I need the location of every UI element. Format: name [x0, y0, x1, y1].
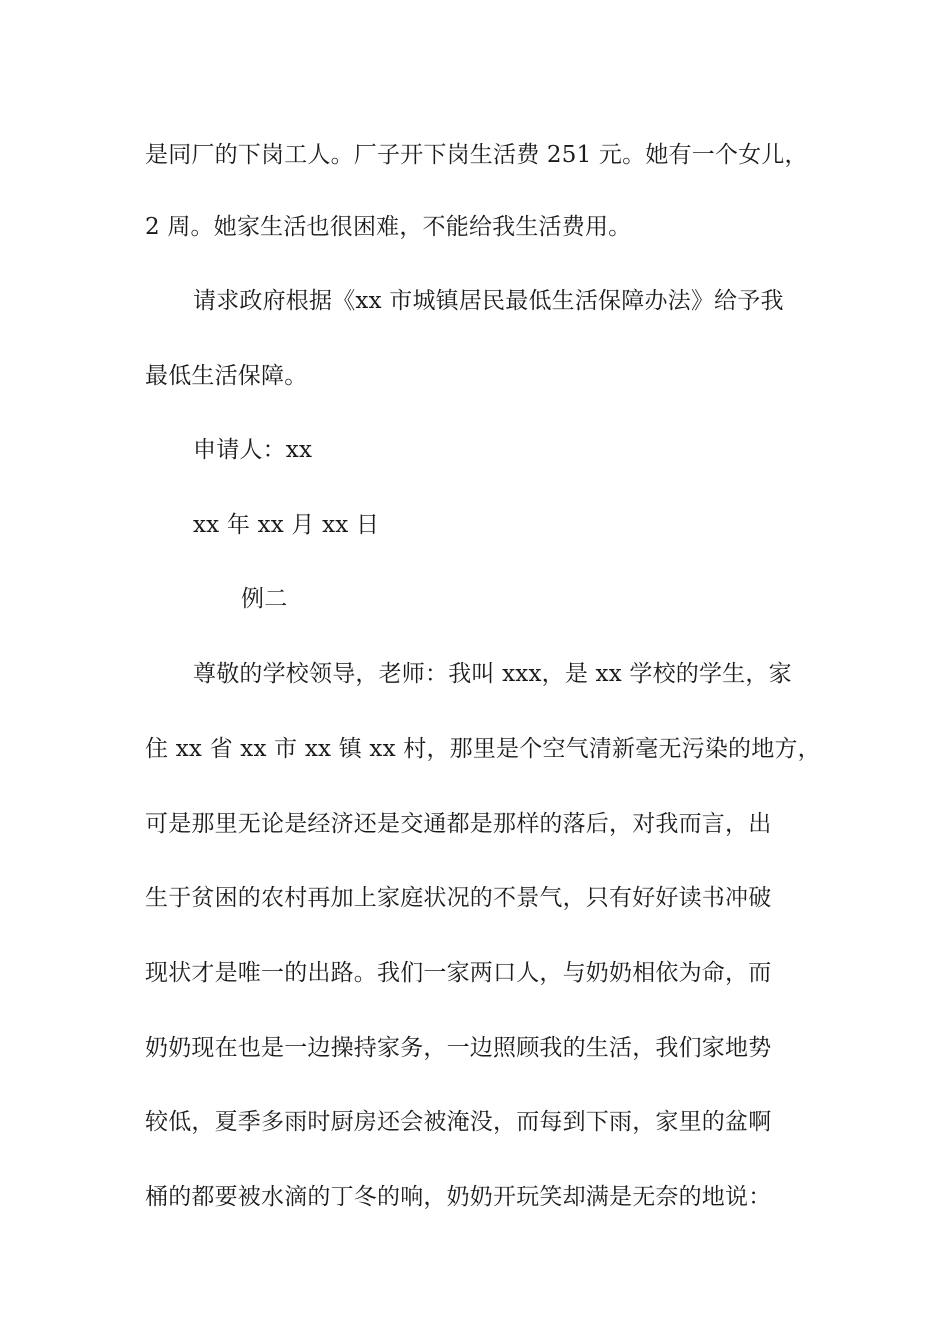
- paragraph-line: 是同厂的下岗工人。厂子开下岗生活费 251 元。她有一个女儿，: [145, 142, 808, 168]
- paragraph-line: 请求政府根据《xx 市城镇居民最低生活保障办法》给予我: [193, 288, 784, 314]
- paragraph-line: 可是那里无论是经济还是交通都是那样的落后，对我而言，出: [145, 811, 772, 837]
- paragraph-line: 尊敬的学校领导，老师：我叫 xxx，是 xx 学校的学生，家: [193, 661, 792, 687]
- section-heading: 例二: [241, 586, 288, 612]
- paragraph-line: 现状才是唯一的出路。我们一家两口人，与奶奶相依为命，而: [145, 960, 772, 986]
- applicant-signature: 申请人：xx: [193, 437, 313, 463]
- paragraph-line: 最低生活保障。: [145, 363, 308, 389]
- date-line: xx 年 xx 月 xx 日: [193, 512, 380, 538]
- paragraph-line: 较低，夏季多雨时厨房还会被淹没，而每到下雨，家里的盆啊: [145, 1109, 772, 1135]
- paragraph-line: 奶奶现在也是一边操持家务，一边照顾我的生活，我们家地势: [145, 1035, 772, 1061]
- paragraph-line: 2 周。她家生活也很困难，不能给我生活费用。: [145, 214, 632, 240]
- paragraph-line: 生于贫困的农村再加上家庭状况的不景气，只有好好读书冲破: [145, 885, 772, 911]
- paragraph-line: 住 xx 省 xx 市 xx 镇 xx 村，那里是个空气清新毫无污染的地方，: [145, 736, 821, 762]
- paragraph-line: 桶的都要被水滴的丁冬的响，奶奶开玩笑却满是无奈的地说：: [145, 1184, 772, 1210]
